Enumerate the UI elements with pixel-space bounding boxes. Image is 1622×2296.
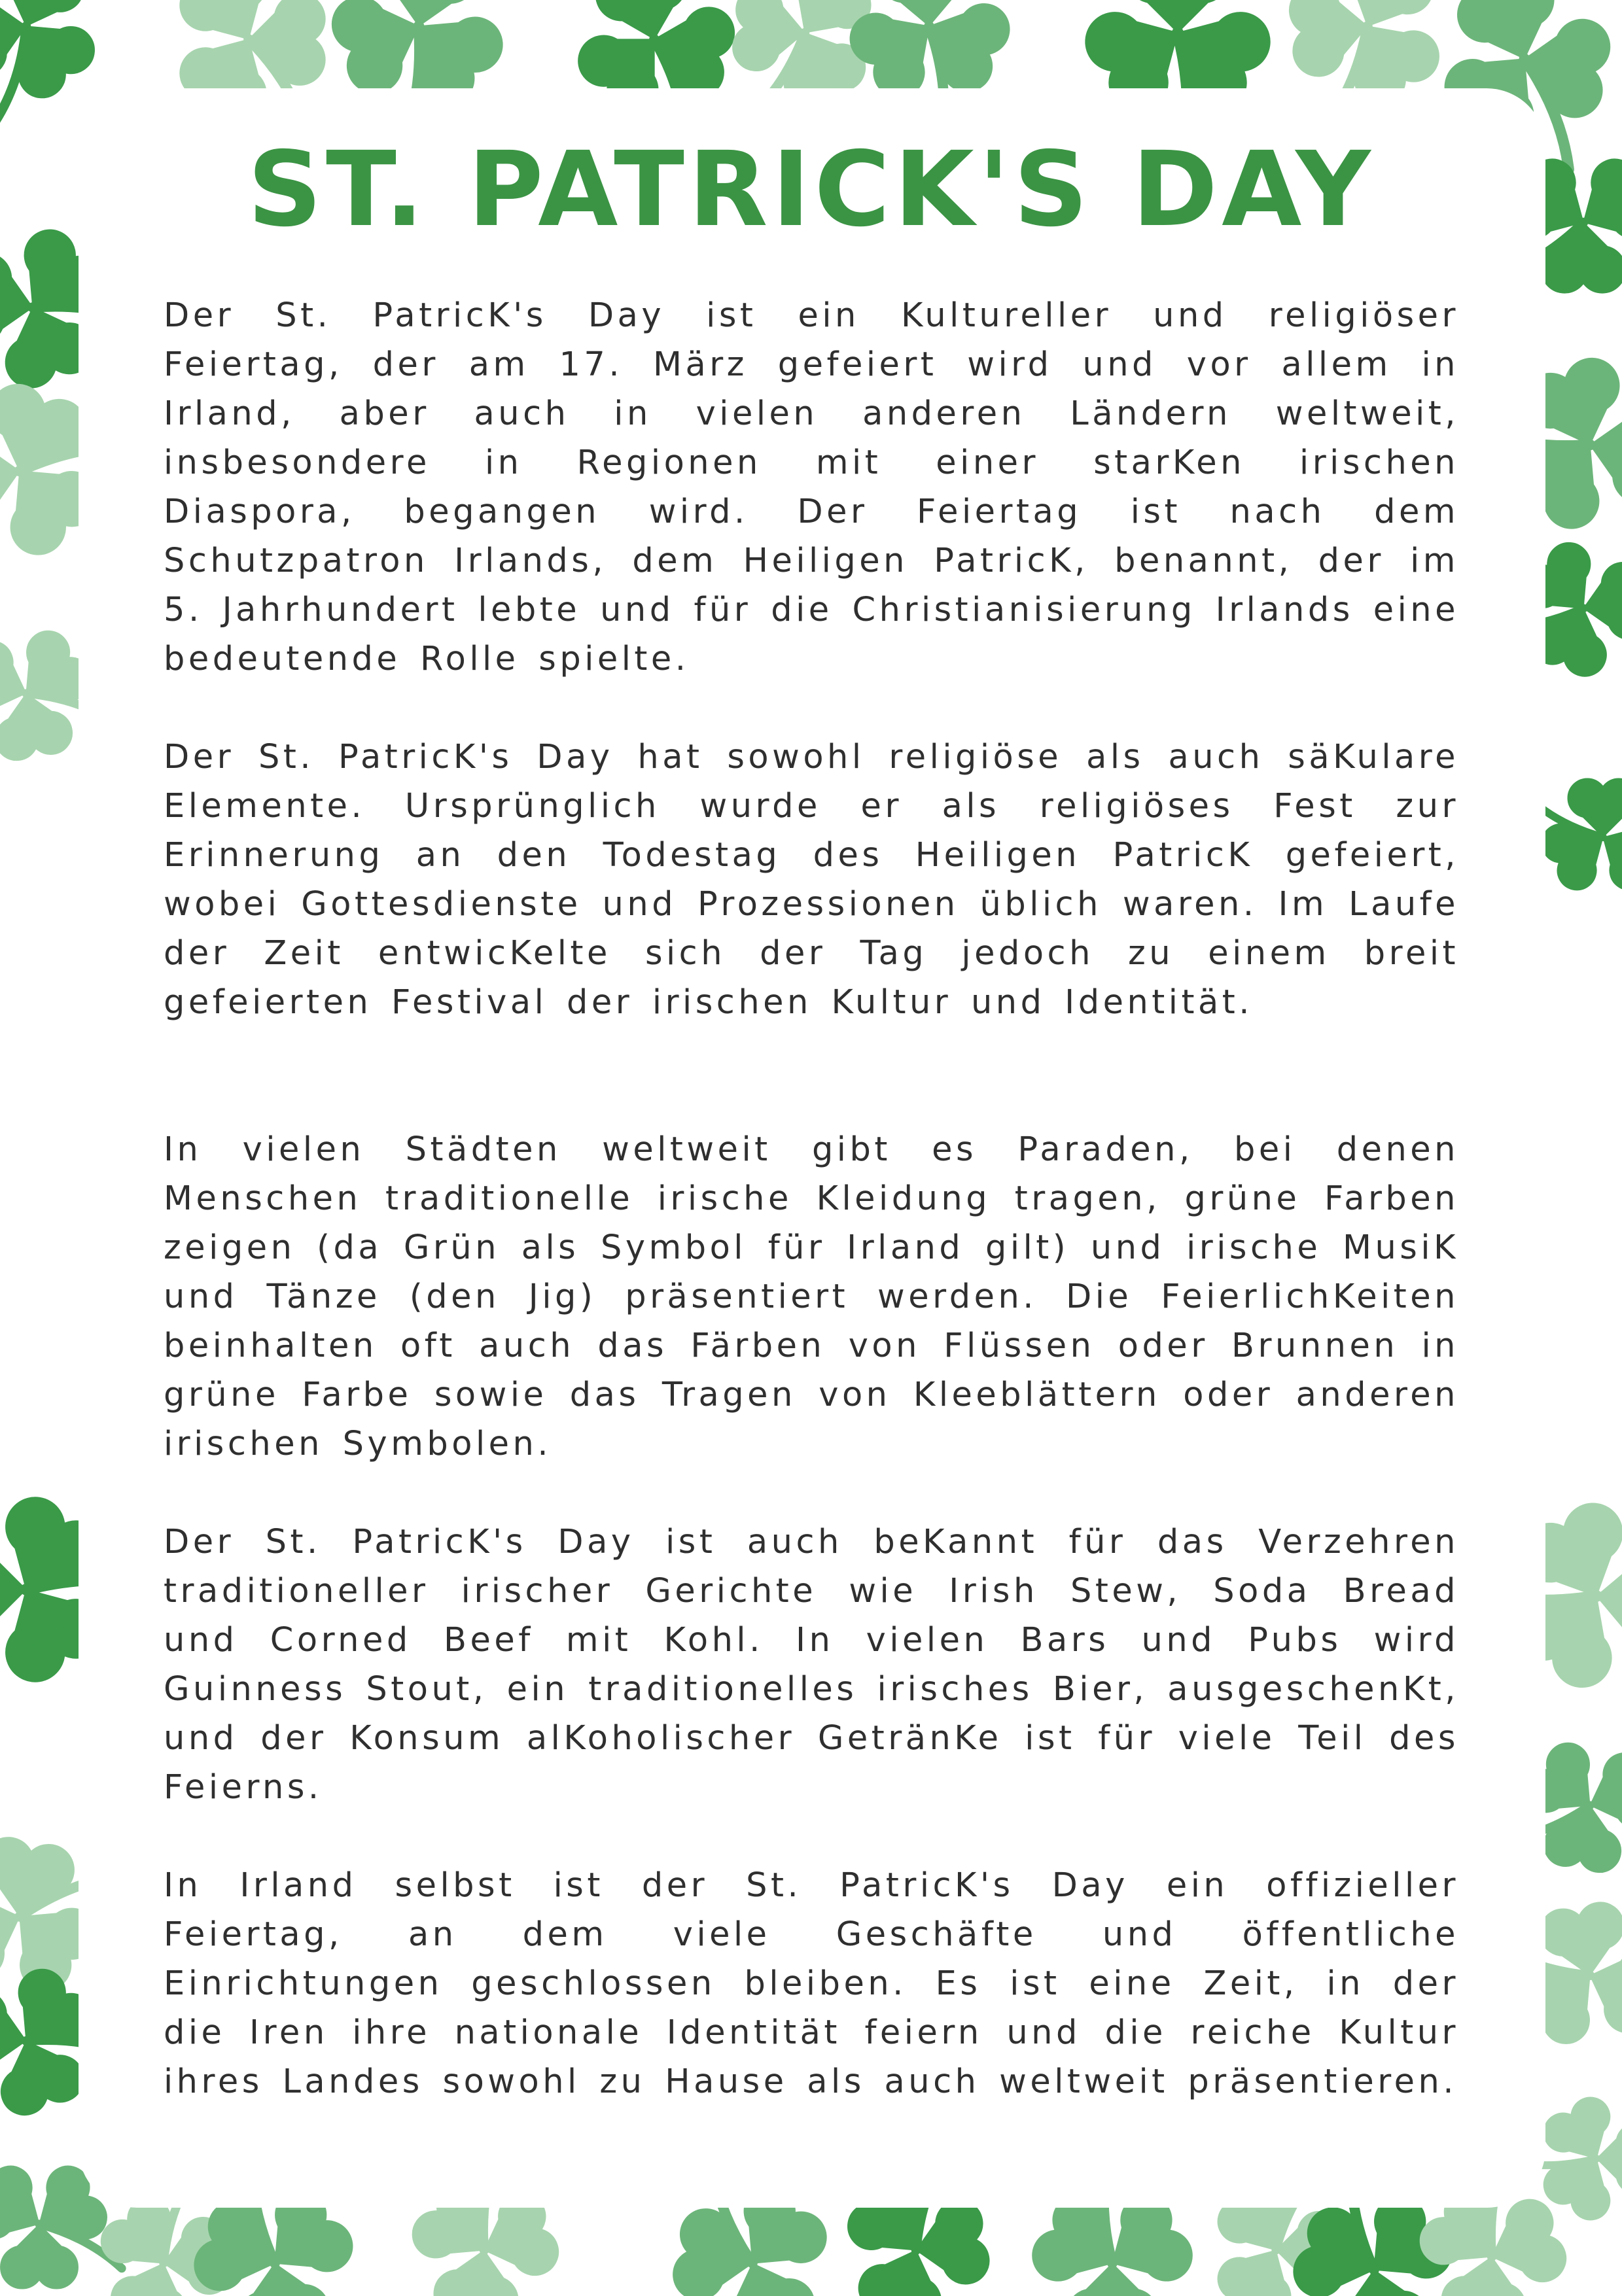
paragraph-text: Der St. PatricK's Day ist auch beKannt für das Verzehren traditioneller irischer Gerichte wie Irish Stew, Soda Bread und Corned Beef mit Kohl. In vielen Bars und Pubs wird Guinness Stout, ein traditionelles irisches Bier, ausgeschenKt, und der Konsum alKoholischer GetränKe ist für viele Teil des Feierns. (164, 1523, 1459, 1807)
paragraph-text: Der St. PatricK's Day ist ein Kultureller und religiöser Feiertag, der am 17. März gefeiert wird und vor allem in Irland, aber auch in vielen anderen Ländern weltweit, insbesondere in Regionen mit einer starKen irischen Diaspora, begangen wird. Der Feiertag ist nach dem Schutzpatron Irlands, dem Heiligen PatricK, benannt, der im 5. Jahrhundert lebte und für die Christianisierung Irlands eine bedeutende Rolle spielte. (164, 296, 1459, 678)
paragraph-2 (164, 733, 1459, 1027)
paragraph-text: In Irland selbst ist der St. PatricK's Day ein offizieller Feiertag, an dem viele Geschäfte und öffentliche Einrichtungen geschlossen bleiben. Es ist eine Zeit, in der die Iren ihre nationale Identität feiern und die reiche Kultur ihres Landes sowohl zu Hause als auch weltweit präsentieren. (164, 1866, 1459, 2101)
paragraph-text: Der St. PatricK's Day hat sowohl religiöse als auch säKulare Elemente. Ursprünglich wurde er als religiöses Fest zur Erinnerung an den Todestag des Heiligen PatricK gefeiert, wobei Gottesdienste und Prozessionen üblich waren. Im Laufe der Zeit entwicKelte sich der Tag jedoch zu einem breit gefeierten Festival der irischen Kultur und Identität. (164, 738, 1459, 1022)
page-title: ST. PATRICK'S DAY (247, 130, 1375, 250)
paragraph-4 (164, 1518, 1459, 1812)
paragraph-5 (164, 1861, 1459, 2106)
paragraph-text: In vielen Städten weltweit gibt es Paraden, bei denen Menschen traditionelle irische Kleidung tragen, grüne Farben zeigen (da Grün als Symbol für Irland gilt) und irische MusiK und Tänze (den Jig) präsentiert werden. Die FeierlichKeiten beinhalten oft auch das Färben von Flüssen oder Brunnen in grüne Farbe sowie das Tragen von Kleeblättern oder anderen irischen Symbolen. (164, 1130, 1459, 1463)
paragraph-1 (164, 291, 1459, 684)
paragraph-3 (164, 1125, 1459, 1469)
